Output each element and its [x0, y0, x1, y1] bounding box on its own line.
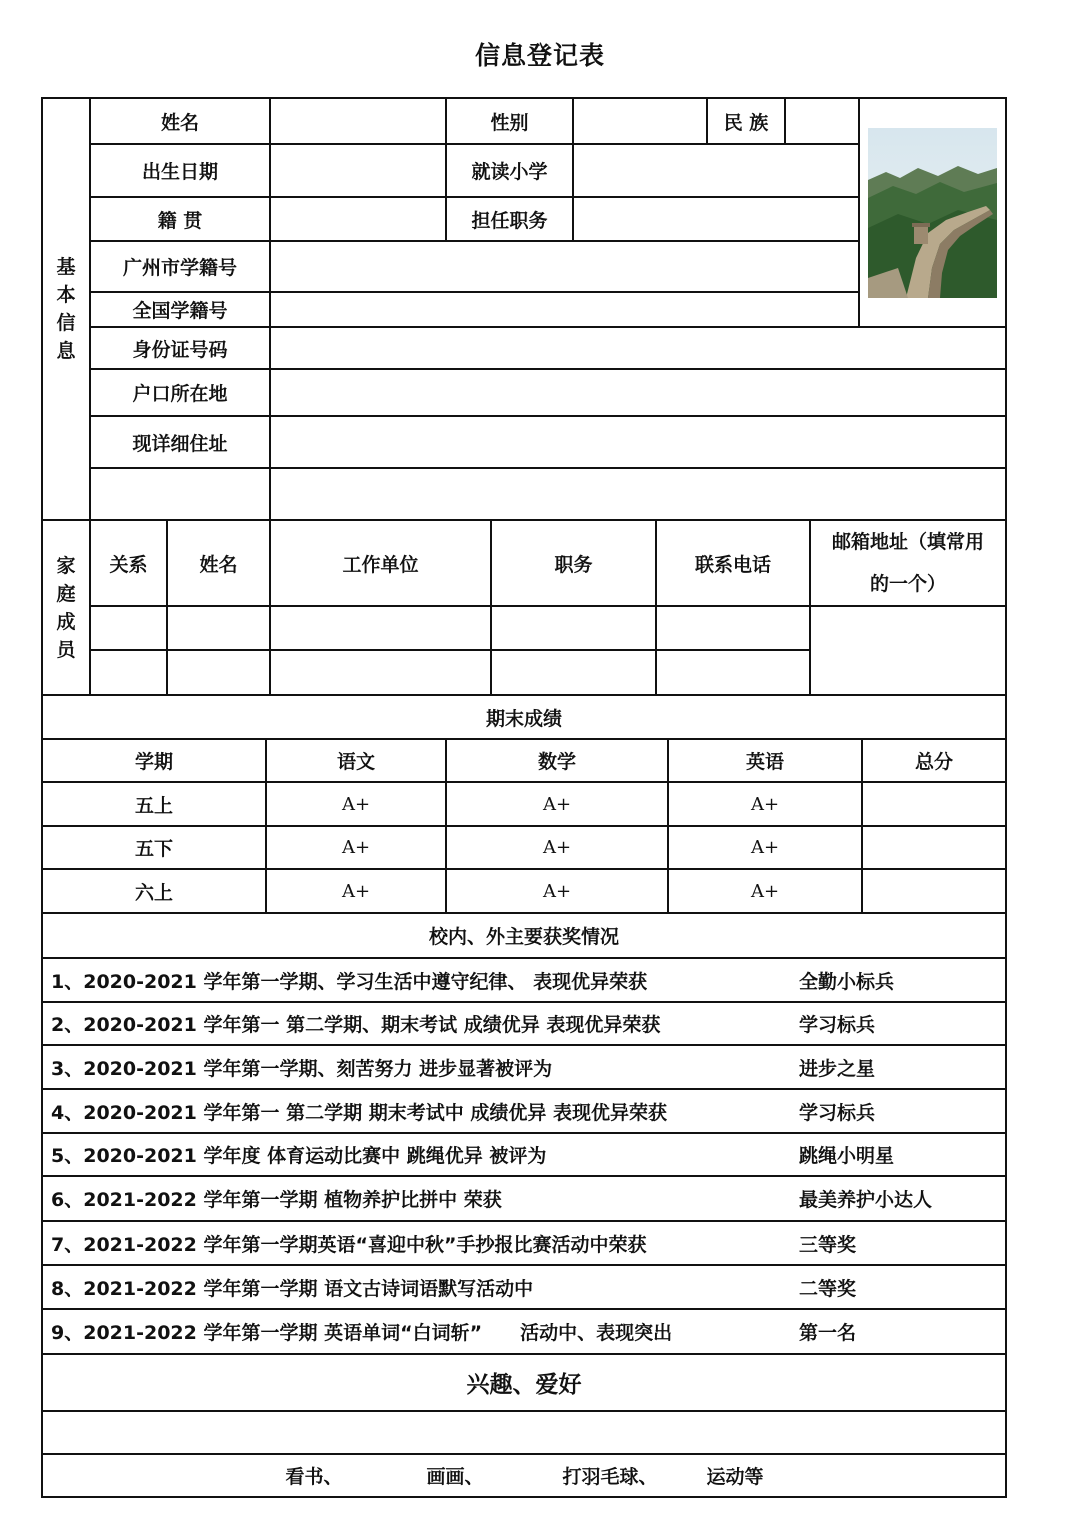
award-description: 5、2020-2021 学年度 体育运动比赛中 跳绳优异 被评为: [51, 1145, 547, 1167]
header-job: 职务: [554, 553, 593, 576]
award-name: 三等奖: [799, 1233, 857, 1256]
label-native-place: 籍 贯: [157, 209, 203, 232]
page-title: 信息登记表: [474, 41, 605, 70]
section-label-basic-info: [42, 98, 90, 520]
award-name: 全勤小标兵: [799, 970, 895, 993]
section-label-char: 成: [56, 610, 76, 633]
family-relation-field[interactable]: [90, 650, 167, 695]
outer-border-bottom: [42, 1496, 1006, 1499]
section-label-char: 员: [56, 638, 76, 661]
grade-cell-term: 六上: [134, 881, 173, 904]
grade-cell-chinese: A+: [341, 837, 371, 858]
award-name: 二等奖: [799, 1277, 857, 1300]
blank-label-cell: [90, 468, 270, 520]
grade-cell-english: A+: [750, 837, 780, 858]
grade-cell-total: [862, 826, 1006, 869]
grade-cell-total: [862, 782, 1006, 826]
family-name-field[interactable]: [167, 606, 270, 650]
grades-header: 数学: [537, 751, 576, 773]
awards-title: 校内、外主要获奖情况: [428, 926, 619, 948]
family-work-unit-field[interactable]: [270, 650, 491, 695]
label-gz-student-id: 广州市学籍号: [122, 257, 237, 279]
grade-cell-math: A+: [542, 793, 572, 815]
award-name: 学习标兵: [799, 1014, 876, 1036]
label-ethnicity: 民 族: [723, 111, 769, 134]
header-email: [810, 520, 1006, 606]
hobbies-blank-row[interactable]: [42, 1411, 1006, 1454]
great-wall-photo: [868, 128, 997, 298]
grade-cell-english: A+: [750, 880, 780, 902]
grade-cell-chinese: A+: [341, 793, 371, 815]
award-name: 跳绳小明星: [799, 1145, 895, 1167]
award-description: 2、2020-2021 学年第一 第二学期、期末考试 成绩优异 表现优异荣获: [51, 1014, 661, 1036]
award-description: 6、2021-2022 学年第一学期 植物养护比拼中 荣获: [51, 1189, 502, 1211]
header-phone: 联系电话: [694, 553, 771, 576]
hobby-item: 打羽毛球、: [562, 1466, 658, 1488]
hobby-item: 画画、: [426, 1466, 484, 1488]
section-label-family: [42, 520, 90, 695]
section-label-char: 家: [56, 554, 76, 577]
label-birthdate: 出生日期: [141, 161, 218, 183]
blank-field[interactable]: [270, 468, 1006, 520]
hobby-item: 运动等: [706, 1466, 764, 1488]
section-label-char: 庭: [56, 582, 76, 605]
school-field[interactable]: [573, 144, 859, 197]
label-school: 就读小学: [471, 161, 548, 183]
section-label-char: 基: [56, 256, 76, 278]
label-address: 现详细住址: [132, 432, 228, 455]
grades-header: 语文: [336, 751, 375, 773]
grades-header: 英语: [745, 751, 784, 773]
award-description: 1、2020-2021 学年第一学期、学习生活中遵守纪律、 表现优异荣获: [51, 970, 648, 993]
grade-cell-term: 五下: [134, 838, 173, 860]
award-description: 9、2021-2022 学年第一学期 英语单词“白词斩” 活动中、表现突出: [51, 1322, 673, 1344]
label-id-number: 身份证号码: [132, 338, 228, 361]
award-name: 第一名: [799, 1322, 857, 1344]
label-name: 姓名: [160, 111, 199, 134]
grade-cell-chinese: A+: [341, 880, 371, 902]
header-relation: 关系: [109, 553, 148, 576]
award-description: 4、2020-2021 学年第一 第二学期 期末考试中 成绩优异 表现优异荣获: [51, 1101, 667, 1124]
family-phone-field[interactable]: [656, 606, 810, 650]
position-field[interactable]: [573, 197, 859, 241]
family-job-field[interactable]: [491, 606, 656, 650]
hobby-item: 看书、: [285, 1466, 343, 1488]
section-label-char: 本: [56, 284, 76, 306]
label-position: 担任职务: [471, 209, 548, 232]
grade-cell-total: [862, 869, 1006, 913]
grade-cell-english: A+: [750, 793, 780, 815]
label-hukou: 户口所在地: [132, 383, 228, 405]
label-gender: 性别: [490, 111, 529, 134]
grade-cell-math: A+: [542, 837, 572, 858]
grade-cell-term: 五上: [134, 794, 173, 817]
name-field[interactable]: [270, 98, 446, 144]
family-name-field[interactable]: [167, 650, 270, 695]
birthdate-field[interactable]: [270, 144, 446, 197]
family-email-field[interactable]: [810, 606, 1006, 695]
section-label-char: 信: [56, 312, 76, 334]
address-field[interactable]: [270, 416, 1006, 468]
national-student-id-field[interactable]: [270, 292, 859, 327]
header-work-unit: 工作单位: [342, 553, 419, 576]
id-number-field[interactable]: [270, 327, 1006, 369]
award-name: 进步之星: [799, 1057, 876, 1080]
grades-header: 总分: [914, 751, 953, 773]
header-email-line: 的一个）: [869, 573, 946, 595]
award-name: 学习标兵: [799, 1101, 876, 1124]
family-relation-field[interactable]: [90, 606, 167, 650]
family-phone-field[interactable]: [656, 650, 810, 695]
family-work-unit-field[interactable]: [270, 606, 491, 650]
grades-header: 学期: [134, 751, 173, 773]
gender-field[interactable]: [573, 98, 707, 144]
header-member-name: 姓名: [199, 553, 238, 576]
award-name: 最美养护小达人: [799, 1189, 933, 1211]
gz-student-id-field[interactable]: [270, 241, 859, 292]
native-place-field[interactable]: [270, 197, 446, 241]
section-label-char: 息: [56, 340, 76, 362]
award-description: 8、2021-2022 学年第一学期 语文古诗词语默写活动中: [51, 1277, 534, 1300]
hukou-field[interactable]: [270, 369, 1006, 416]
hobbies-title: 兴趣、爱好: [466, 1372, 582, 1398]
ethnicity-field[interactable]: [785, 98, 859, 144]
grade-cell-math: A+: [542, 880, 572, 902]
header-email-line: 邮箱地址（填常用: [831, 531, 984, 553]
grades-title: 期末成绩: [485, 707, 562, 730]
label-national-student-id: 全国学籍号: [132, 300, 228, 322]
award-description: 7、2021-2022 学年第一学期英语“喜迎中秋”手抄报比赛活动中荣获: [51, 1233, 647, 1256]
award-description: 3、2020-2021 学年第一学期、刻苦努力 进步显著被评为: [51, 1057, 553, 1080]
family-job-field[interactable]: [491, 650, 656, 695]
